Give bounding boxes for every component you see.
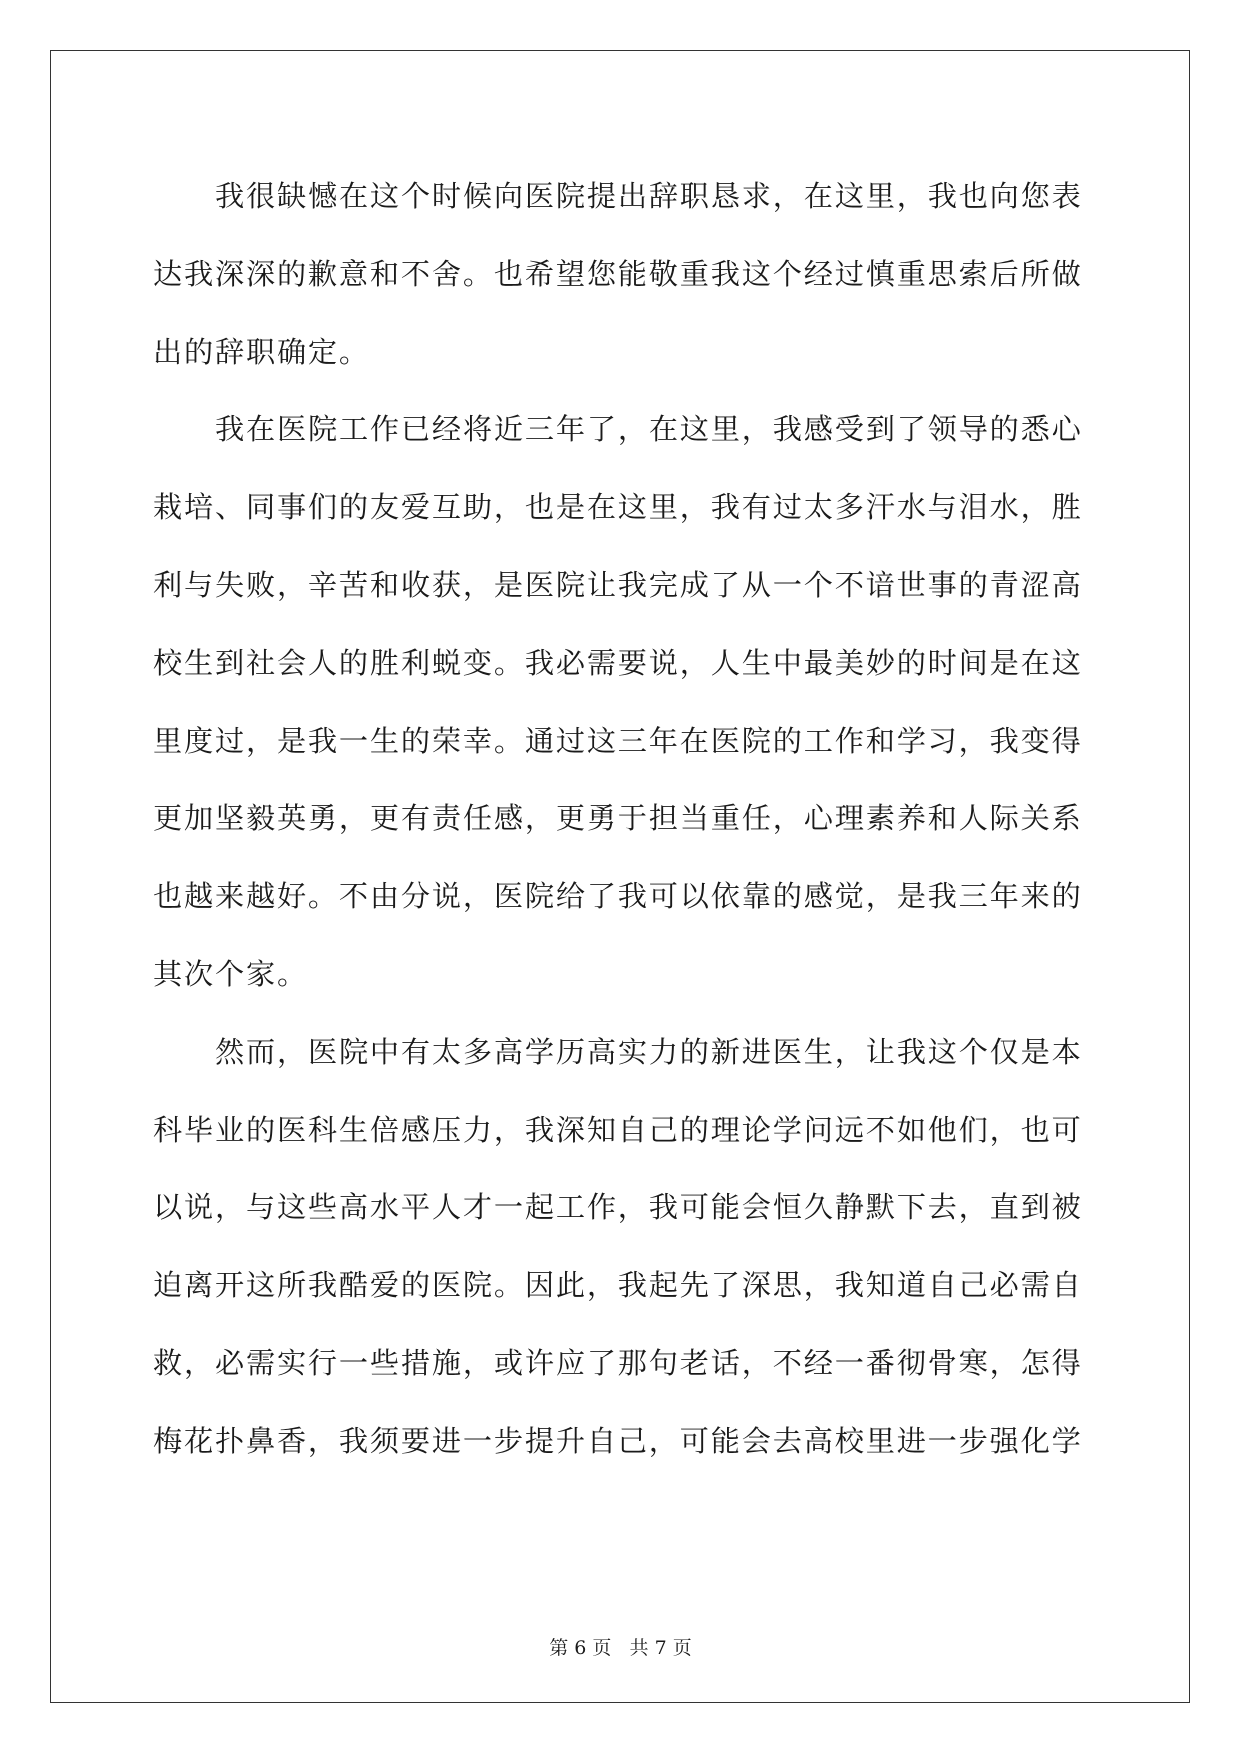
paragraph-2-line-8: 其次个家。 bbox=[153, 956, 308, 991]
paragraph-3-line-2: 科毕业的医科生倍感压力，我深知自己的理论学问远不如他们，也可 bbox=[153, 1112, 1083, 1147]
paragraph-2-line-2: 栽培、同事们的友爱互助，也是在这里，我有过太多汗水与泪水，胜 bbox=[153, 490, 1083, 525]
paragraph-2-line-7: 也越来越好。不由分说，医院给了我可以依靠的感觉，是我三年来的 bbox=[153, 879, 1083, 914]
paragraph-2-line-4: 校生到社会人的胜利蜕变。我必需要说，人生中最美妙的时间是在这 bbox=[153, 645, 1083, 680]
paragraph-1-line-3: 出的辞职确定。 bbox=[153, 334, 370, 369]
paragraph-2-line-1: 我在医院工作已经将近三年了，在这里，我感受到了领导的悉心 bbox=[215, 412, 1083, 447]
paragraph-2-line-6: 更加坚毅英勇，更有责任感，更勇于担当重任，心理素养和人际关系 bbox=[153, 801, 1083, 836]
paragraph-2-line-3: 利与失败，辛苦和收获，是医院让我完成了从一个不谙世事的青涩高 bbox=[153, 567, 1083, 602]
paragraph-2-line-5: 里度过，是我一生的荣幸。通过这三年在医院的工作和学习，我变得 bbox=[153, 723, 1083, 758]
paragraph-3-line-4: 迫离开这所我酷爱的医院。因此，我起先了深思，我知道自己必需自 bbox=[153, 1268, 1083, 1303]
page-number-footer: 第 6 页 共 7 页 bbox=[549, 1637, 692, 1659]
paragraph-3-line-5: 救，必需实行一些措施，或许应了那句老话，不经一番彻骨寒，怎得 bbox=[153, 1345, 1083, 1380]
document-body bbox=[153, 158, 1088, 1481]
paragraph-3-line-3: 以说，与这些高水平人才一起工作，我可能会恒久静默下去，直到被 bbox=[153, 1190, 1083, 1225]
paragraph-3-line-6: 梅花扑鼻香，我须要进一步提升自己，可能会去高校里进一步强化学 bbox=[153, 1423, 1083, 1458]
paragraph-1-line-1: 我很缺憾在这个时候向医院提出辞职恳求，在这里，我也向您表 bbox=[215, 179, 1083, 213]
paragraph-1-line-2: 达我深深的歉意和不舍。也希望您能敬重我这个经过慎重思索后所做 bbox=[153, 256, 1083, 291]
paragraph-3-line-1: 然而，医院中有太多高学历高实力的新进医生，让我这个仅是本 bbox=[215, 1034, 1083, 1069]
